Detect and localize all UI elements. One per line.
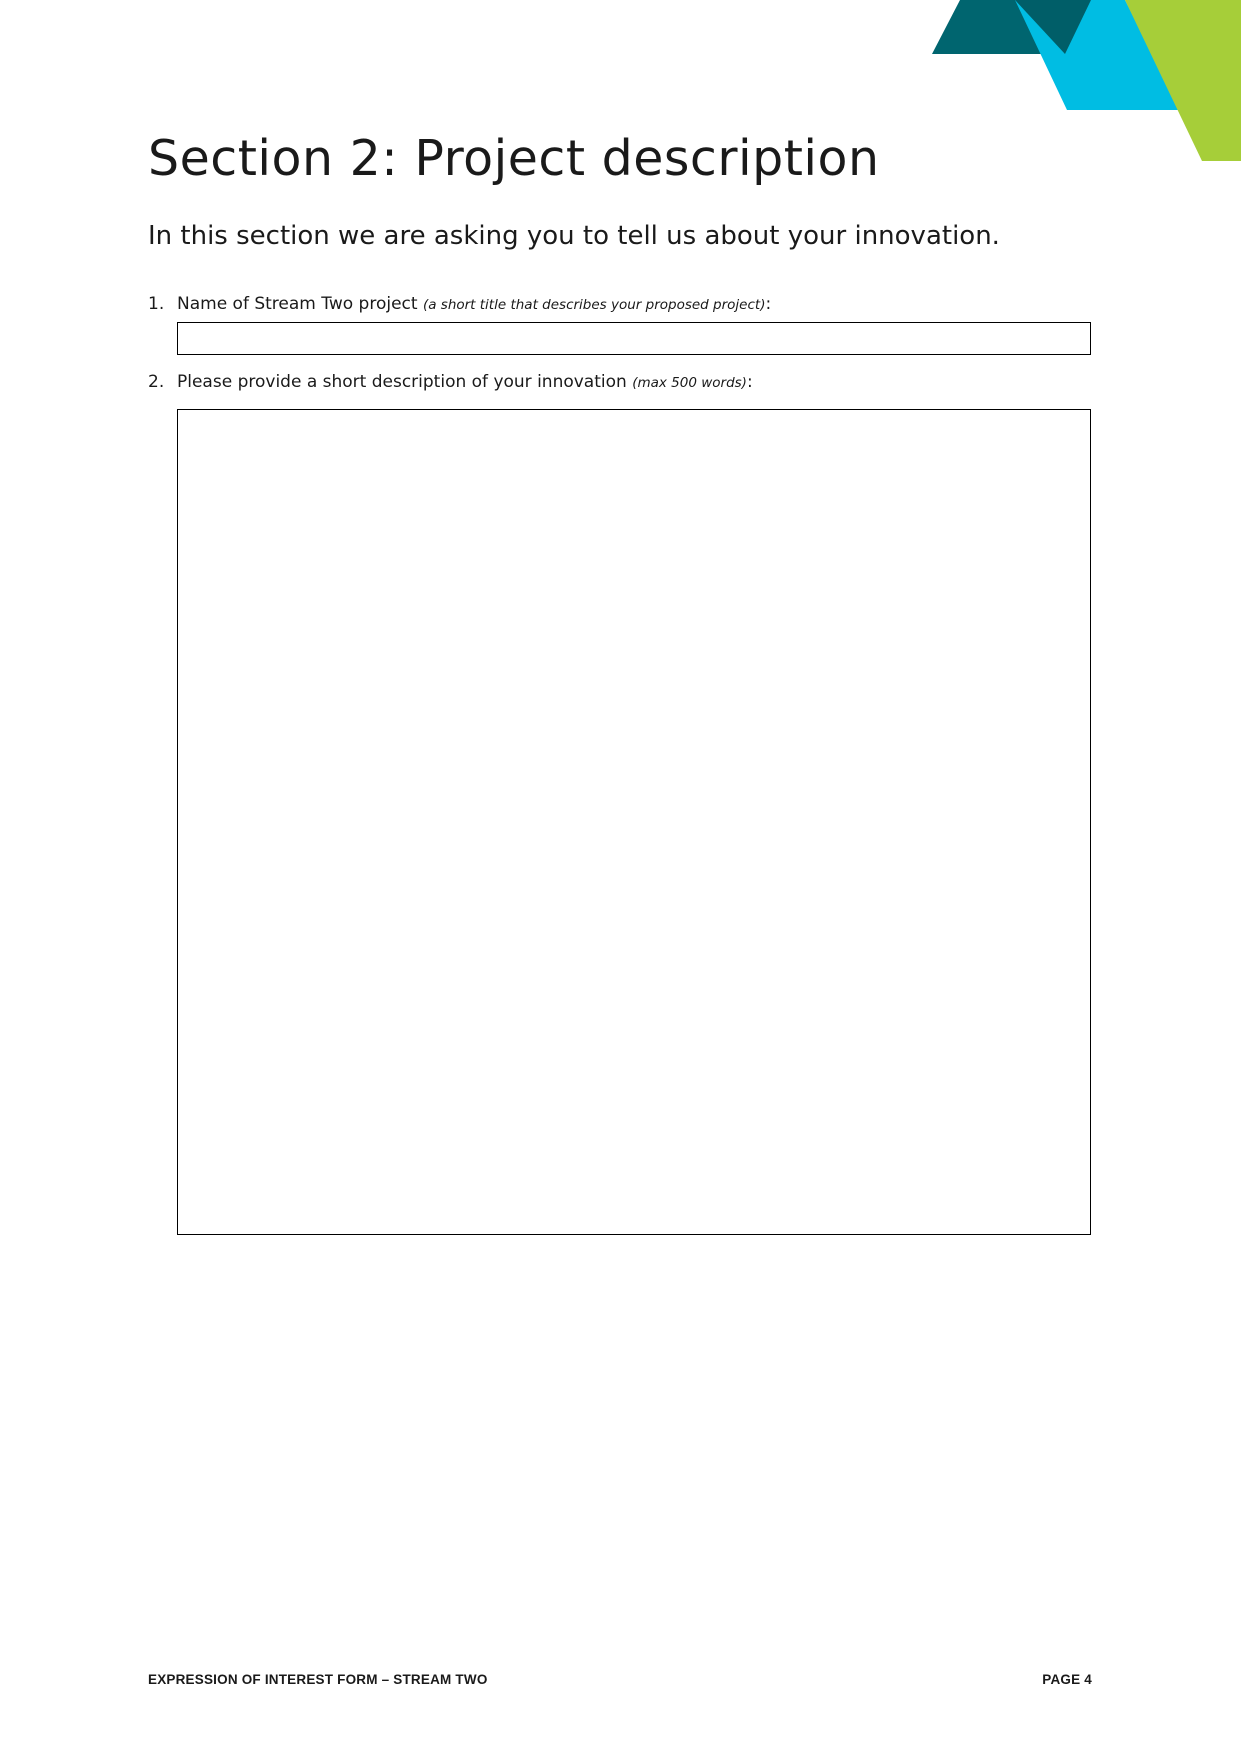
question-hint: (a short title that describes your proposed project) bbox=[422, 297, 766, 313]
section-intro: In this section we are asking you to tell us about your innovation. bbox=[148, 221, 1000, 251]
question-1-label bbox=[148, 294, 771, 314]
innovation-description-field[interactable] bbox=[177, 409, 1091, 1235]
question-suffix: : bbox=[746, 372, 753, 392]
footer-form-title: EXPRESSION OF INTEREST FORM – STREAM TWO bbox=[148, 1672, 488, 1687]
project-name-field[interactable] bbox=[177, 322, 1091, 355]
question-text: Name of Stream Two project bbox=[177, 294, 423, 314]
question-number: 1. bbox=[148, 294, 165, 314]
question-2-label bbox=[148, 372, 753, 392]
question-text: Please provide a short description of your innovation bbox=[177, 372, 633, 392]
question-number: 2. bbox=[148, 372, 165, 392]
footer-page-number: PAGE 4 bbox=[1042, 1672, 1092, 1687]
page-title: Section 2: Project description bbox=[148, 130, 880, 187]
question-suffix: : bbox=[765, 294, 772, 314]
question-hint: (max 500 words) bbox=[632, 375, 747, 391]
